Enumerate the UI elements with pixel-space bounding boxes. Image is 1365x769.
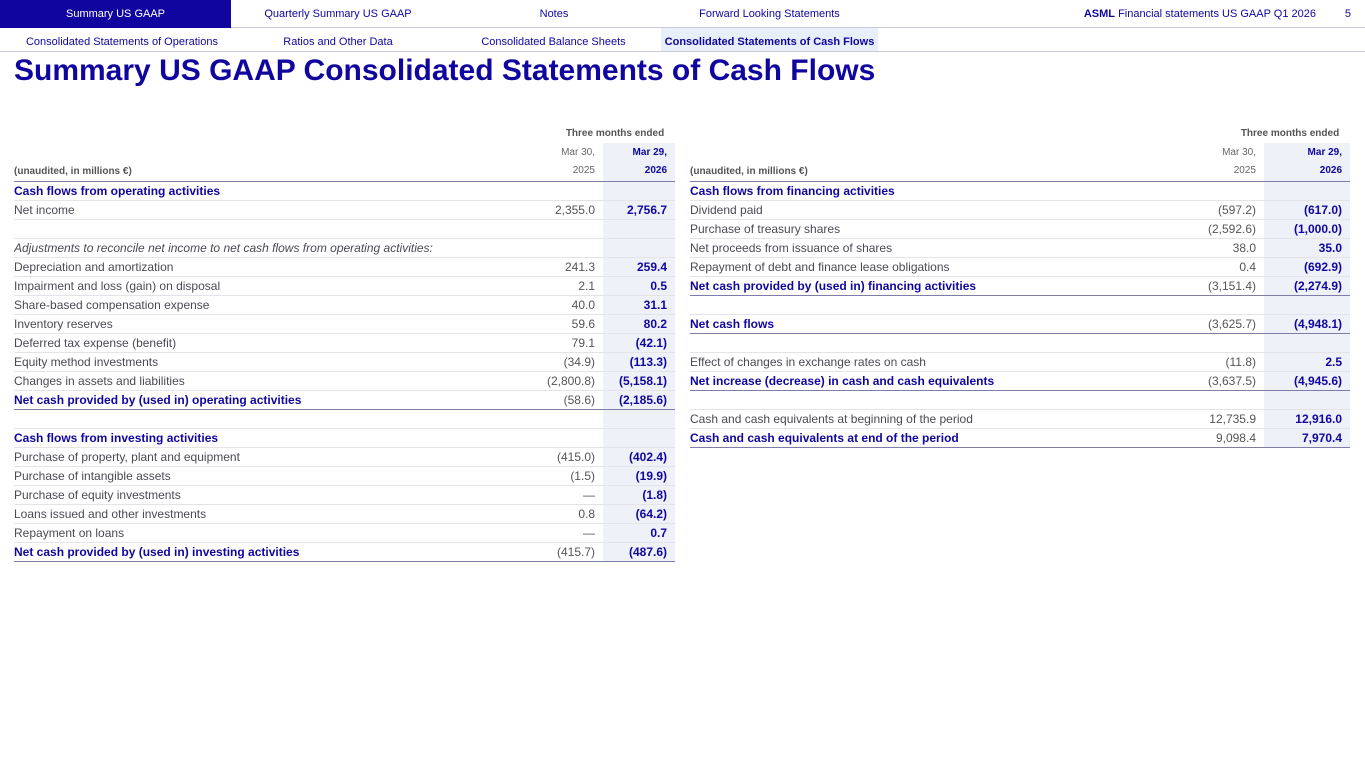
row-label bbox=[14, 219, 515, 238]
tab-notes[interactable]: Notes bbox=[539, 8, 569, 20]
value-2026: (1,000.0) bbox=[1264, 219, 1350, 238]
subtab-ratios-other-data[interactable]: Ratios and Other Data bbox=[283, 36, 393, 48]
value-2026: 2,756.7 bbox=[603, 200, 675, 219]
page-number: 5 bbox=[1344, 8, 1351, 20]
row-label: Dividend paid bbox=[690, 200, 1190, 219]
value-2025 bbox=[515, 181, 603, 200]
row-label: Share-based compensation expense bbox=[14, 295, 515, 314]
spacer-row bbox=[690, 390, 1350, 409]
table-row bbox=[690, 409, 1350, 428]
value-2025: (415.7) bbox=[515, 542, 603, 561]
value-2026: (5,158.1) bbox=[603, 371, 675, 390]
row-label: Repayment on loans bbox=[14, 523, 515, 542]
value-2025: (3,625.7) bbox=[1190, 314, 1264, 333]
column-2026-date: Mar 29, bbox=[1264, 143, 1350, 162]
table-row bbox=[690, 219, 1350, 238]
row-label bbox=[690, 390, 1190, 409]
value-2026: 7,970.4 bbox=[1264, 428, 1350, 447]
value-2025: (34.9) bbox=[515, 352, 603, 371]
document-brand-title bbox=[1084, 0, 1316, 28]
value-2025 bbox=[1190, 333, 1264, 352]
column-2025-date: Mar 30, bbox=[1222, 146, 1256, 158]
period-group-label: Three months ended bbox=[565, 127, 665, 139]
value-2025 bbox=[515, 219, 603, 238]
row-label: Depreciation and amortization bbox=[14, 257, 515, 276]
row-label: Cash flows from operating activities bbox=[14, 181, 515, 200]
value-2025: 79.1 bbox=[515, 333, 603, 352]
column-2026-year: 2026 bbox=[1264, 162, 1350, 181]
header-row-dates bbox=[690, 143, 1350, 162]
row-label: Net increase (decrease) in cash and cash equivalents bbox=[690, 371, 1190, 390]
value-2026: (487.6) bbox=[603, 542, 675, 561]
value-2025: (2,800.8) bbox=[515, 371, 603, 390]
tab-summary-us-gaap[interactable]: Summary US GAAP bbox=[0, 0, 231, 28]
row-label bbox=[690, 333, 1190, 352]
header-row-period bbox=[14, 124, 675, 143]
value-2026 bbox=[603, 428, 675, 447]
table-row bbox=[14, 485, 675, 504]
value-2026 bbox=[1264, 295, 1350, 314]
value-2025: (597.2) bbox=[1190, 200, 1264, 219]
value-2026: (692.9) bbox=[1264, 257, 1350, 276]
value-2026: 0.7 bbox=[603, 523, 675, 542]
value-2026 bbox=[1264, 390, 1350, 409]
table-row bbox=[14, 428, 675, 447]
subtab-statements-of-operations[interactable]: Consolidated Statements of Operations bbox=[25, 36, 218, 48]
page-title: Summary US GAAP Consolidated Statements of Cash Flows bbox=[14, 54, 876, 87]
table-row bbox=[14, 371, 675, 390]
row-label: Purchase of treasury shares bbox=[690, 219, 1190, 238]
sub-navigation bbox=[0, 28, 1365, 52]
header-row-years bbox=[690, 162, 1350, 181]
value-2025: (3,637.5) bbox=[1190, 371, 1264, 390]
value-2025: (2,592.6) bbox=[1190, 219, 1264, 238]
value-2026: (42.1) bbox=[603, 333, 675, 352]
header-row-period bbox=[690, 124, 1350, 143]
value-2026: 259.4 bbox=[603, 257, 675, 276]
table-row bbox=[14, 295, 675, 314]
value-2026 bbox=[1264, 333, 1350, 352]
column-2025-year: 2025 bbox=[515, 162, 603, 181]
row-label: Cash flows from financing activities bbox=[690, 181, 1190, 200]
row-label: Net income bbox=[14, 200, 515, 219]
row-label: Effect of changes in exchange rates on cash bbox=[690, 352, 1190, 371]
value-2025: (3,151.4) bbox=[1190, 276, 1264, 295]
row-label: Equity method investments bbox=[14, 352, 515, 371]
spacer-row bbox=[14, 219, 675, 238]
row-label: Purchase of property, plant and equipment bbox=[14, 447, 515, 466]
row-label: Cash and cash equivalents at beginning of the period bbox=[690, 409, 1190, 428]
row-label: Net cash flows bbox=[690, 314, 1190, 333]
table-row bbox=[14, 333, 675, 352]
row-label: Loans issued and other investments bbox=[14, 504, 515, 523]
value-2026 bbox=[603, 409, 675, 428]
value-2026: (19.9) bbox=[603, 466, 675, 485]
row-label: Impairment and loss (gain) on disposal bbox=[14, 276, 515, 295]
value-2025 bbox=[515, 409, 603, 428]
value-2026: 35.0 bbox=[1264, 238, 1350, 257]
table-row bbox=[14, 181, 675, 200]
value-2026 bbox=[603, 238, 675, 257]
subtab-balance-sheets[interactable]: Consolidated Balance Sheets bbox=[481, 36, 626, 48]
column-2026-year: 2026 bbox=[603, 162, 675, 181]
value-2025: 40.0 bbox=[515, 295, 603, 314]
value-2025: 0.4 bbox=[1190, 257, 1264, 276]
table-row bbox=[690, 428, 1350, 447]
table-row bbox=[690, 352, 1350, 371]
value-2026: (4,948.1) bbox=[1264, 314, 1350, 333]
row-label: Inventory reserves bbox=[14, 314, 515, 333]
row-label: Net proceeds from issuance of shares bbox=[690, 238, 1190, 257]
value-2025: (1.5) bbox=[515, 466, 603, 485]
financing-table bbox=[690, 124, 1350, 448]
table-row bbox=[690, 181, 1350, 200]
table-row bbox=[14, 466, 675, 485]
value-2026: (2,185.6) bbox=[603, 390, 675, 409]
row-label: Cash flows from investing activities bbox=[14, 428, 515, 447]
brand-name: ASML bbox=[1083, 8, 1116, 20]
value-2026: (402.4) bbox=[603, 447, 675, 466]
table-row bbox=[14, 257, 675, 276]
value-2026: 12,916.0 bbox=[1264, 409, 1350, 428]
table-row bbox=[14, 238, 675, 257]
value-2025 bbox=[1190, 390, 1264, 409]
value-2025: — bbox=[515, 523, 603, 542]
top-navigation bbox=[0, 0, 1365, 28]
value-2026: (64.2) bbox=[603, 504, 675, 523]
value-2025: 9,098.4 bbox=[1190, 428, 1264, 447]
value-2026: 31.1 bbox=[603, 295, 675, 314]
value-2025 bbox=[515, 238, 603, 257]
spacer-row bbox=[690, 295, 1350, 314]
value-2026 bbox=[1264, 181, 1350, 200]
table-row bbox=[690, 371, 1350, 390]
table-row bbox=[690, 276, 1350, 295]
header-row-years bbox=[14, 162, 675, 181]
value-2025: 2,355.0 bbox=[515, 200, 603, 219]
table-row bbox=[14, 447, 675, 466]
value-2026: 0.5 bbox=[603, 276, 675, 295]
period-group-label: Three months ended bbox=[1240, 127, 1340, 139]
value-2026: (617.0) bbox=[1264, 200, 1350, 219]
document-title-text: Financial statements US GAAP Q1 2026 bbox=[1115, 8, 1316, 20]
value-2025: 59.6 bbox=[515, 314, 603, 333]
table-row bbox=[690, 238, 1350, 257]
value-2025: 12,735.9 bbox=[1190, 409, 1264, 428]
operating-investing-table bbox=[14, 124, 675, 562]
row-label: Purchase of equity investments bbox=[14, 485, 515, 504]
row-label: Net cash provided by (used in) operating activities bbox=[14, 390, 515, 409]
value-2025: 241.3 bbox=[515, 257, 603, 276]
spacer-row bbox=[690, 333, 1350, 352]
value-2025: 38.0 bbox=[1190, 238, 1264, 257]
value-2025 bbox=[1190, 181, 1264, 200]
row-label: Cash and cash equivalents at end of the period bbox=[690, 428, 1190, 447]
value-2026: (1.8) bbox=[603, 485, 675, 504]
value-2026: (113.3) bbox=[603, 352, 675, 371]
table-row bbox=[14, 523, 675, 542]
value-2026: (4,945.6) bbox=[1264, 371, 1350, 390]
value-2026: 80.2 bbox=[603, 314, 675, 333]
value-2025: (415.0) bbox=[515, 447, 603, 466]
unit-note: (unaudited, in millions €) bbox=[14, 162, 515, 181]
row-label: Net cash provided by (used in) financing activities bbox=[690, 276, 1190, 295]
row-label: Changes in assets and liabilities bbox=[14, 371, 515, 390]
value-2025: (11.8) bbox=[1190, 352, 1264, 371]
row-label: Adjustments to reconcile net income to net cash flows from operating activities: bbox=[14, 238, 515, 257]
column-2025-year: 2025 bbox=[1190, 162, 1264, 181]
table-row bbox=[690, 257, 1350, 276]
table-row bbox=[14, 504, 675, 523]
table-row bbox=[690, 200, 1350, 219]
spacer-row bbox=[14, 409, 675, 428]
row-label: Repayment of debt and finance lease obligations bbox=[690, 257, 1190, 276]
value-2025: 2.1 bbox=[515, 276, 603, 295]
column-2026-date: Mar 29, bbox=[603, 143, 675, 162]
header-row-dates bbox=[14, 143, 675, 162]
column-2025-date: Mar 30, bbox=[561, 146, 595, 158]
value-2025: 0.8 bbox=[515, 504, 603, 523]
table-row bbox=[690, 314, 1350, 333]
table-row bbox=[14, 276, 675, 295]
row-label: Net cash provided by (used in) investing activities bbox=[14, 542, 515, 561]
table-row bbox=[14, 200, 675, 219]
value-2025: (58.6) bbox=[515, 390, 603, 409]
row-label bbox=[690, 295, 1190, 314]
value-2025 bbox=[1190, 295, 1264, 314]
row-label: Purchase of intangible assets bbox=[14, 466, 515, 485]
subtab-cash-flows[interactable]: Consolidated Statements of Cash Flows bbox=[661, 28, 878, 51]
value-2026: 2.5 bbox=[1264, 352, 1350, 371]
unit-note: (unaudited, in millions €) bbox=[690, 162, 1190, 181]
table-row bbox=[14, 390, 675, 409]
value-2025 bbox=[515, 428, 603, 447]
value-2025: — bbox=[515, 485, 603, 504]
row-label bbox=[14, 409, 515, 428]
table-row bbox=[14, 542, 675, 561]
value-2026 bbox=[603, 181, 675, 200]
table-row bbox=[14, 352, 675, 371]
value-2026: (2,274.9) bbox=[1264, 276, 1350, 295]
value-2026 bbox=[603, 219, 675, 238]
tab-forward-looking-statements[interactable]: Forward Looking Statements bbox=[699, 8, 840, 20]
row-label: Deferred tax expense (benefit) bbox=[14, 333, 515, 352]
table-row bbox=[14, 314, 675, 333]
tab-quarterly-summary[interactable]: Quarterly Summary US GAAP bbox=[264, 8, 412, 20]
